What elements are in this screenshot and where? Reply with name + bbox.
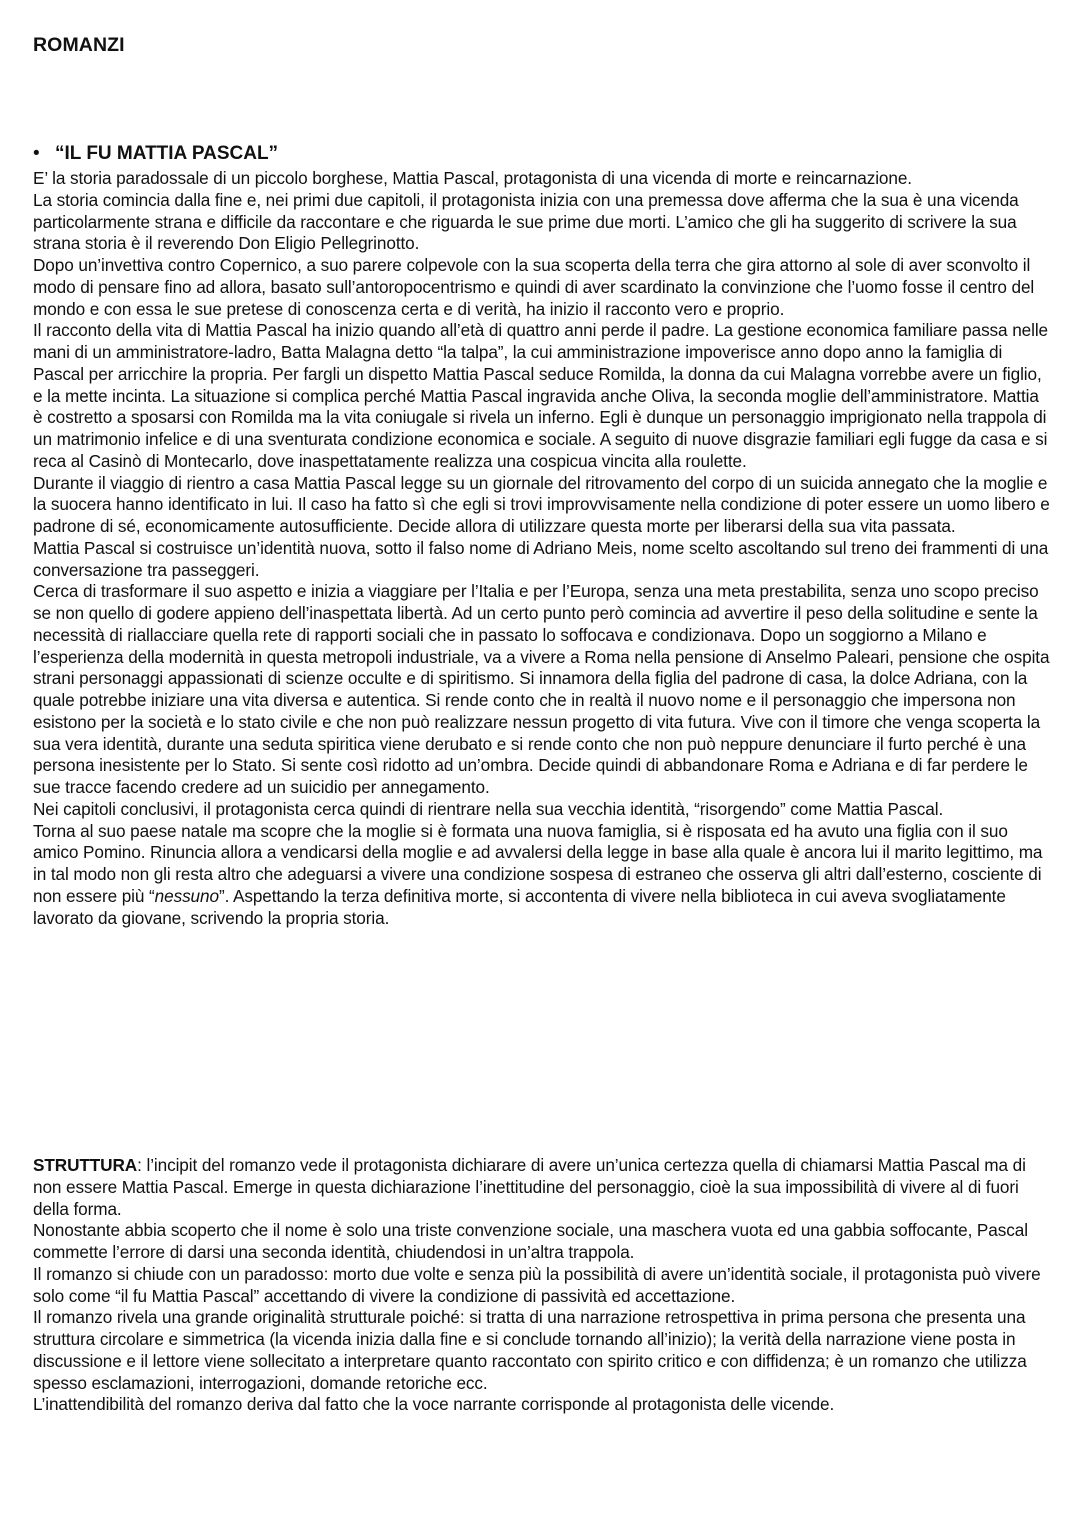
- section-body: [33, 168, 1051, 929]
- paragraph: E’ la storia paradossale di un piccolo borghese, Mattia Pascal, protagonista di una vicenda di morte e reincarnazione.: [33, 168, 912, 188]
- structure-section: [33, 1155, 1051, 1416]
- paragraph: La storia comincia dalla fine e, nei primi due capitoli, il protagonista inizia con una premessa dove afferma che la sua è una vicenda particolarmente strana e difficile da raccontare e che riguarda le sue prime due morti. L’amico che gli ha suggerito di scrivere la sua strana storia è il reverendo Don Eligio Pellegrinotto.: [33, 189, 1019, 254]
- paragraph: Nei capitoli conclusivi, il protagonista cerca quindi di rientrare nella sua vecchia identità, “risorgendo” come Mattia Pascal.: [33, 798, 944, 819]
- page-title: ROMANZI: [33, 34, 125, 56]
- paragraph: Il racconto della vita di Mattia Pascal ha inizio quando all’età di quattro anni perde il padre. La gestione economica familiare passa nelle mani di un amministratore-ladro, Batta Malagna detto “la talpa”, la cui amministrazione impoverisce anno dopo anno la famiglia di Pascal per arricchire la propria. Per fargli un dispetto Mattia Pascal seduce Romilda, la donna da cui Malagna vorrebbe avere un figlio, e la mette incinta. La situazione si complica perché Mattia Pascal ingravida anche Oliva, la seconda moglie dell’amministratore. Mattia è costretto a sposarsi con Romilda ma la vita coniugale si rivela un inferno. Egli è dunque un personaggio imprigionato nella trappola di un matrimonio infelice e di una sventurata condizione economica e sociale. A seguito di nuove disgrazie familiari egli fugge da casa e si reca al Casinò di Montecarlo, dove inaspettatamente realizza una cospicua vincita alla roulette.: [33, 320, 1049, 471]
- paragraph: Nonostante abbia scoperto che il nome è solo una triste convenzione sociale, una maschera vuota ed una gabbia soffocante, Pascal commette l’errore di darsi una seconda identità, chiudendosi in un’altra trappola.: [33, 1220, 1028, 1262]
- paragraph: Cerca di trasformare il suo aspetto e inizia a viaggiare per l’Italia e per l’Europa, senza una meta prestabilita, senza uno scopo preciso se non quello di godere appieno dell’inaspettata libertà. Ad un certo punto però comincia ad avvertire il peso della solitudine e sente la necessità di riallacciare quella rete di rapporti sociali che in passato lo soffocava e condizionava. Dopo un soggiorno a Milano e l’esperienza della modernità in questa metropoli industriale, va a vivere a Roma nella pensione di Anselmo Paleari, pensione che ospita strani personaggi appassionati di scienze occulte e di spiritismo. Si innamora della figlia del padrone di casa, la dolce Adriana, con la quale potrebbe iniziare una vita diversa e autentica. Si rende conto che in realtà il nuovo nome e il personaggio che impersona non esistono per la società e lo stato civile e che non può realizzare nessun progetto di vita futura. Vive con il timore che venga scoperta la sua vera identità, durante una seduta spiritica viene derubato e si rende conto che non può neppure denunciare il furto perché è una persona inesistente per lo Stato. Si sente così ridotto ad un’ombra. Decide quindi di abbandonare Roma e Adriana e di far perdere le sue tracce facendo credere ad un suicidio per annegamento.: [33, 581, 1050, 797]
- section-heading-text: “IL FU MATTIA PASCAL”: [55, 143, 279, 164]
- section-heading: [33, 142, 1051, 166]
- structure-first-text: : l’incipit del romanzo vede il protagonista dichiarare di avere un’unica certezza quella di chiamarsi Mattia Pascal ma di non essere Mattia Pascal. Emerge in questa dichiarazione l’inettitudine del personaggio, cioè la sua impossibilità di vivere al di fuori della forma.: [33, 1155, 1026, 1219]
- novel-section: [33, 142, 1051, 929]
- italic-nessuno: nessuno: [154, 885, 219, 906]
- paragraph-final-end: ”. Aspettando la terza definitiva morte, si accontenta di vivere nella biblioteca in cui aveva svogliatamente lavorato da giovane, scrivendo la propria storia.: [33, 885, 1006, 928]
- paragraph: Dopo un’invettiva contro Copernico, a suo parere colpevole con la sua scoperta della terra che gira attorno al sole di aver sconvolto il modo di pensare fino ad allora, basato sull’antoropocentrismo e quindi di aver scardinato la convinzione che l’uomo fosse il centro del mondo e con essa le sue pretese di conoscenza certa e di verità, ha inizio il racconto vero e proprio.: [33, 255, 1035, 319]
- paragraph: L’inattendibilità del romanzo deriva dal fatto che la voce narrante corrisponde al protagonista delle vicende.: [33, 1394, 835, 1415]
- structure-first-paragraph: [33, 1155, 1051, 1220]
- paragraph-final: [33, 821, 1051, 930]
- paragraph: Durante il viaggio di rientro a casa Mattia Pascal legge su un giornale del ritrovamento del corpo di un suicida annegato che la moglie e la suocera hanno identificato in lui. Il caso ha fatto sì che egli si trovi improvvisamente nella condizione di poter essere un uomo libero e padrone di sé, economicamente autosufficiente. Decide allora di utilizzare questa morte per liberarsi della sua vita passata.: [33, 472, 1050, 536]
- paragraph-final-text: Torna al suo paese natale ma scopre che la moglie si è formata una nuova famiglia, si è risposata ed ha avuto una figlia con il suo amico Pomino. Rinuncia allora a vendicarsi della moglie e ad avvalersi della legge in base alla quale è ancora lui il marito legittimo, ma in tal modo non gli resta altro che adeguarsi a vivere una condizione sospesa di estraneo che osserva gli altri dall’esterno, cosciente di non essere più “: [33, 820, 1043, 906]
- structure-label: STRUTTURA: [33, 1155, 138, 1175]
- paragraph: Il romanzo si chiude con un paradosso: morto due volte e senza più la possibilità di avere un’identità sociale, il protagonista può vivere solo come “il fu Mattia Pascal” accettando di vivere la condizione di passività ed accettazione.: [33, 1263, 1041, 1306]
- bullet-icon: •: [33, 143, 40, 164]
- paragraph: Mattia Pascal si costruisce un’identità nuova, sotto il falso nome di Adriano Meis, nome scelto ascoltando sul treno dei frammenti di una conversazione tra passeggeri.: [33, 537, 1049, 580]
- paragraph: Il romanzo rivela una grande originalità strutturale poiché: si tratta di una narrazione retrospettiva in prima persona che presenta una struttura circolare e simmetrica (la vicenda inizia dalla fine e si conclude tornando all’inizio); la verità della narrazione viene posta in discussione e il lettore viene sollecitato a interpretare quanto raccontato con spirito critico e con diffidenza; è un romanzo che utilizza spesso esclamazioni, interrogazioni, domande retoriche ecc.: [33, 1307, 1027, 1393]
